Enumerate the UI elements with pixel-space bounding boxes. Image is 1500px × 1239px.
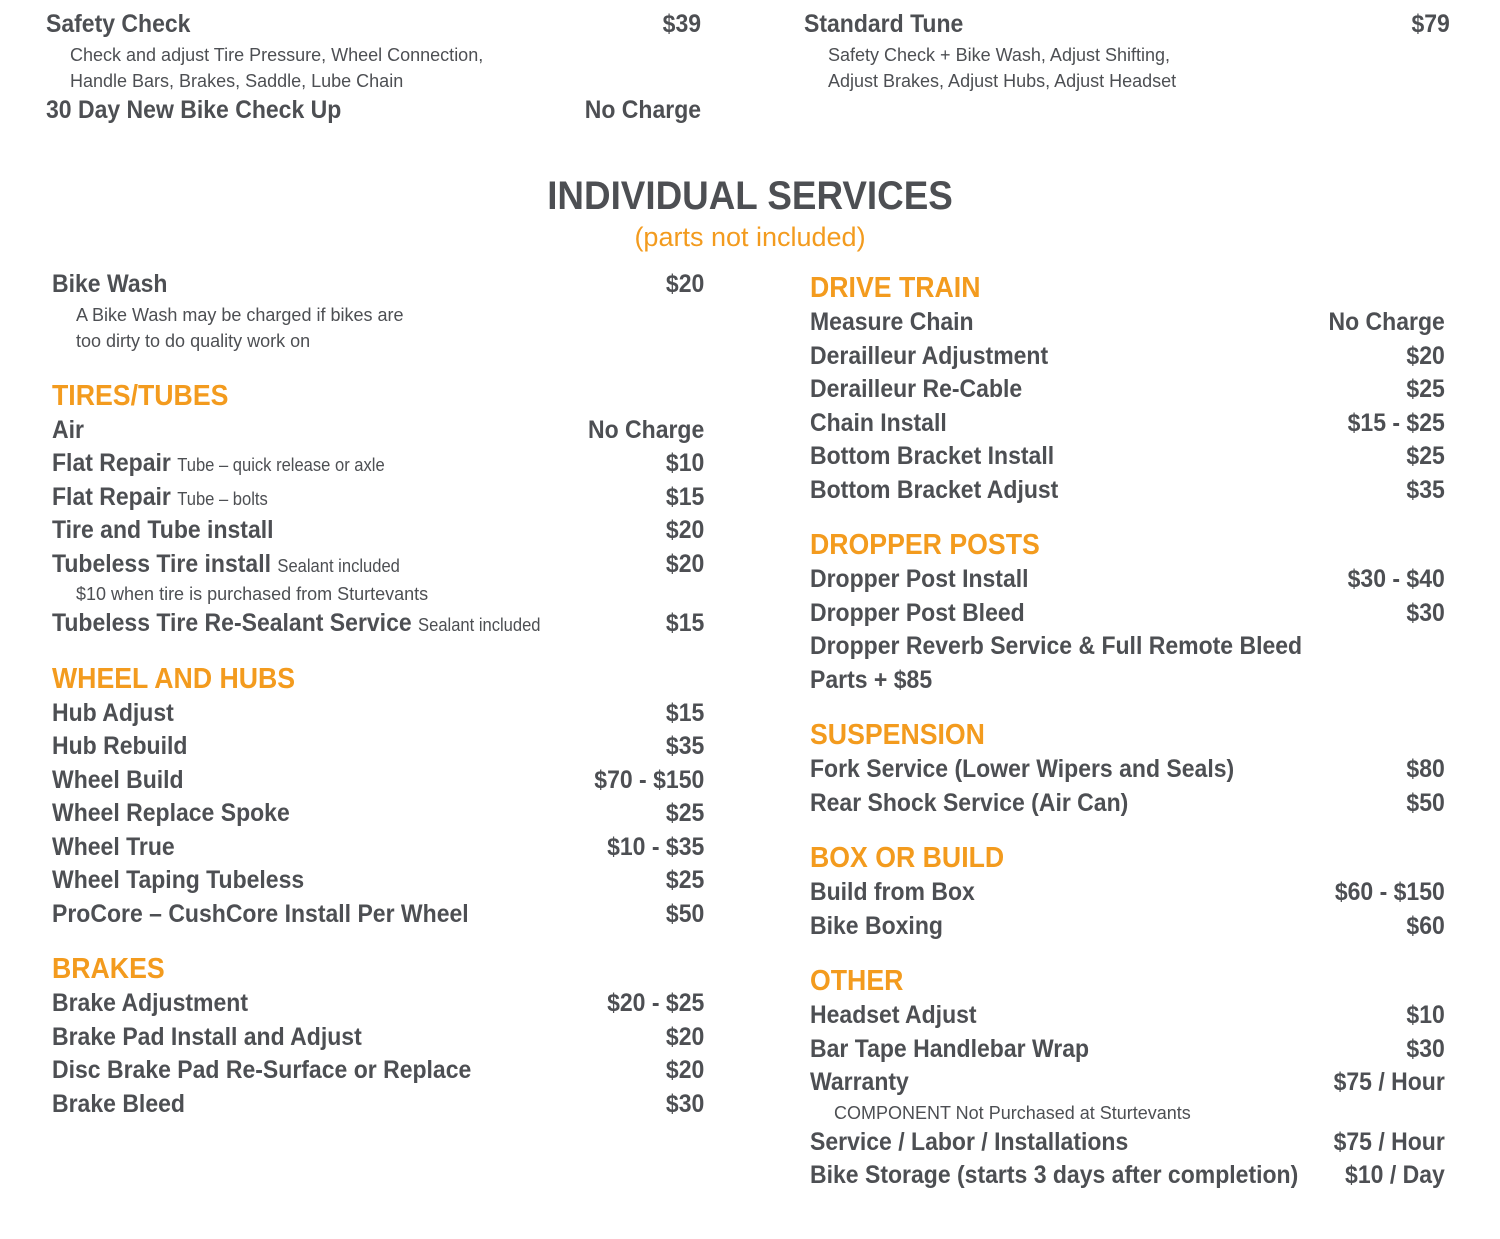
service-price: $10 xyxy=(665,449,705,477)
service-price: $50 xyxy=(1406,788,1445,817)
service-name: Bike Storage (starts 3 days after completion) xyxy=(810,1161,1299,1189)
service-row xyxy=(810,1033,1445,1067)
service-name: ProCore – CushCore Install Per Wheel xyxy=(52,899,469,928)
service-row xyxy=(52,797,704,831)
service-row xyxy=(810,787,1445,821)
service-row xyxy=(804,8,1450,42)
service-name: Dropper Post Install xyxy=(810,565,1029,593)
service-name: Rear Shock Service (Air Can) xyxy=(810,788,1129,817)
service-price: No Charge xyxy=(584,95,702,124)
section-heading-suspension: SUSPENSION xyxy=(810,719,985,751)
section-heading-wheels: WHEEL AND HUBS xyxy=(52,662,296,695)
service-row xyxy=(52,481,704,515)
service-price: $35 xyxy=(665,732,705,760)
service-price: $10 / Day xyxy=(1345,1161,1445,1189)
service-row xyxy=(52,1088,704,1122)
service-note: Tube – quick release or axle xyxy=(177,455,385,475)
service-description: Adjust Brakes, Adjust Hubs, Adjust Headset xyxy=(828,70,1177,91)
service-row xyxy=(810,340,1445,374)
service-price: $70 - $150 xyxy=(594,765,705,794)
service-description: Safety Check + Bike Wash, Adjust Shifting, xyxy=(828,44,1170,65)
service-name: Dropper Reverb Service & Full Remote Bleed xyxy=(810,632,1303,660)
service-row xyxy=(810,474,1445,508)
service-price: $20 xyxy=(665,1056,705,1084)
service-row xyxy=(52,514,704,548)
service-price: $75 / Hour xyxy=(1333,1068,1445,1096)
service-price: $20 xyxy=(665,1022,705,1051)
service-name: Bike Boxing xyxy=(810,911,943,940)
page-subtitle: (parts not included) xyxy=(634,222,866,252)
service-price: $20 xyxy=(1406,341,1445,370)
service-price: $15 xyxy=(665,698,705,727)
service-description: Handle Bars, Brakes, Saddle, Lube Chain xyxy=(70,70,404,91)
service-row xyxy=(810,1126,1445,1160)
service-row xyxy=(810,407,1445,441)
service-name: Build from Box xyxy=(810,878,975,906)
service-name: Wheel True xyxy=(52,832,175,861)
service-row xyxy=(52,607,704,641)
service-price: $15 - $25 xyxy=(1347,408,1445,437)
service-name: Flat Repair xyxy=(52,449,171,477)
service-price: $80 xyxy=(1406,755,1445,783)
service-price: No Charge xyxy=(1328,308,1445,336)
service-row xyxy=(810,563,1445,597)
service-name: Derailleur Adjustment xyxy=(810,341,1049,370)
service-row xyxy=(52,987,704,1021)
service-price: $75 / Hour xyxy=(1333,1127,1445,1156)
service-row xyxy=(810,597,1445,631)
service-price: $10 - $35 xyxy=(607,832,705,861)
service-name: Brake Bleed xyxy=(52,1089,185,1118)
service-price: $30 xyxy=(665,1089,705,1118)
service-name: Hub Adjust xyxy=(52,698,174,727)
service-row xyxy=(52,1054,704,1088)
service-row xyxy=(52,1021,704,1055)
service-row xyxy=(810,440,1445,474)
service-price: No Charge xyxy=(587,415,705,444)
service-row xyxy=(46,94,701,128)
service-row xyxy=(810,753,1445,787)
service-name: Tubeless Tire install xyxy=(52,549,272,578)
service-note: Sealant included xyxy=(277,555,400,576)
service-price: $20 xyxy=(665,549,705,578)
service-row xyxy=(52,898,704,932)
service-name: Fork Service (Lower Wipers and Seals) xyxy=(810,755,1235,783)
service-price: $15 xyxy=(665,609,705,637)
service-description: COMPONENT Not Purchased at Sturtevants xyxy=(834,1102,1191,1123)
service-name: 30 Day New Bike Check Up xyxy=(46,95,342,124)
service-name: Dropper Post Bleed xyxy=(810,598,1025,627)
service-row xyxy=(810,664,1445,698)
service-name: Tubeless Tire Re-Sealant Service xyxy=(52,609,412,637)
service-row xyxy=(52,697,704,731)
section-heading-brakes: BRAKES xyxy=(52,953,165,985)
service-name: Measure Chain xyxy=(810,308,974,336)
service-name: Flat Repair xyxy=(52,482,171,511)
service-price: $35 xyxy=(1406,475,1445,504)
service-row xyxy=(810,1159,1445,1193)
service-price: $60 - $150 xyxy=(1334,878,1445,906)
service-price: $25 xyxy=(665,799,705,827)
service-name: Wheel Build xyxy=(52,765,184,794)
service-price: $30 - $40 xyxy=(1347,565,1445,593)
service-name: Hub Rebuild xyxy=(52,732,188,760)
service-price: $20 - $25 xyxy=(607,989,705,1017)
right-column xyxy=(810,270,1500,1193)
section-heading-tires: TIRES/TUBES xyxy=(52,379,229,412)
service-name: Bottom Bracket Install xyxy=(810,442,1055,470)
top-left-block xyxy=(46,8,758,127)
service-name: Wheel Replace Spoke xyxy=(52,799,290,827)
service-row xyxy=(810,306,1445,340)
section-heading-dropper: DROPPER POSTS xyxy=(810,529,1040,561)
service-name: Tire and Tube install xyxy=(52,516,274,544)
service-row xyxy=(810,1066,1445,1100)
service-price: $20 xyxy=(665,516,705,544)
service-name: Bottom Bracket Adjust xyxy=(810,475,1059,504)
service-name: Safety Check xyxy=(46,10,191,38)
top-right-block xyxy=(804,8,1500,94)
service-name: Brake Adjustment xyxy=(52,989,248,1017)
service-name: Chain Install xyxy=(810,408,947,437)
left-column xyxy=(52,268,761,1121)
service-price: $39 xyxy=(662,10,702,38)
service-description: $10 when tire is purchased from Sturtevants xyxy=(76,584,429,604)
section-heading-other: OTHER xyxy=(810,965,904,997)
service-price: $79 xyxy=(1411,10,1450,38)
service-row xyxy=(810,876,1445,910)
service-price: $25 xyxy=(1406,442,1445,470)
service-price: $30 xyxy=(1406,598,1445,627)
service-row xyxy=(52,764,704,798)
section-heading-drive-train: DRIVE TRAIN xyxy=(810,272,981,304)
service-row xyxy=(810,999,1445,1033)
service-name: Warranty xyxy=(810,1068,909,1096)
service-row xyxy=(810,373,1445,407)
service-price: $25 xyxy=(665,866,705,894)
service-price: $60 xyxy=(1406,911,1445,940)
service-name: Derailleur Re-Cable xyxy=(810,375,1023,403)
service-price: $50 xyxy=(665,899,705,928)
section-heading-box: BOX OR BUILD xyxy=(810,842,1005,874)
service-price: $25 xyxy=(1406,375,1445,403)
service-row xyxy=(810,630,1445,664)
service-note: Sealant included xyxy=(418,615,541,635)
service-name: Wheel Taping Tubeless xyxy=(52,866,305,894)
service-description: too dirty to do quality work on xyxy=(76,330,311,351)
service-description: Check and adjust Tire Pressure, Wheel Connection, xyxy=(70,44,484,65)
service-name: Parts + $85 xyxy=(810,665,933,694)
service-row xyxy=(52,864,704,898)
service-name: Headset Adjust xyxy=(810,1001,977,1029)
service-price: $10 xyxy=(1406,1001,1445,1029)
service-name: Disc Brake Pad Re-Surface or Replace xyxy=(52,1056,472,1084)
service-row xyxy=(52,414,704,448)
service-price: $15 xyxy=(665,482,705,511)
service-row xyxy=(52,730,704,764)
service-row xyxy=(52,447,704,481)
service-name: Bar Tape Handlebar Wrap xyxy=(810,1034,1090,1063)
service-row xyxy=(810,910,1445,944)
service-name: Standard Tune xyxy=(804,10,964,38)
service-row xyxy=(46,8,701,42)
service-name: Service / Labor / Installations xyxy=(810,1127,1129,1156)
service-name: Brake Pad Install and Adjust xyxy=(52,1022,362,1051)
service-price: $30 xyxy=(1406,1034,1445,1063)
service-row xyxy=(52,548,704,582)
service-description: A Bike Wash may be charged if bikes are xyxy=(76,304,404,325)
service-name: Air xyxy=(52,415,84,444)
service-price: $20 xyxy=(665,270,705,298)
service-row xyxy=(52,831,704,865)
service-note: Tube – bolts xyxy=(177,488,268,509)
service-name: Bike Wash xyxy=(52,270,168,298)
service-row xyxy=(52,268,704,302)
page-title: INDIVIDUAL SERVICES xyxy=(547,174,953,218)
